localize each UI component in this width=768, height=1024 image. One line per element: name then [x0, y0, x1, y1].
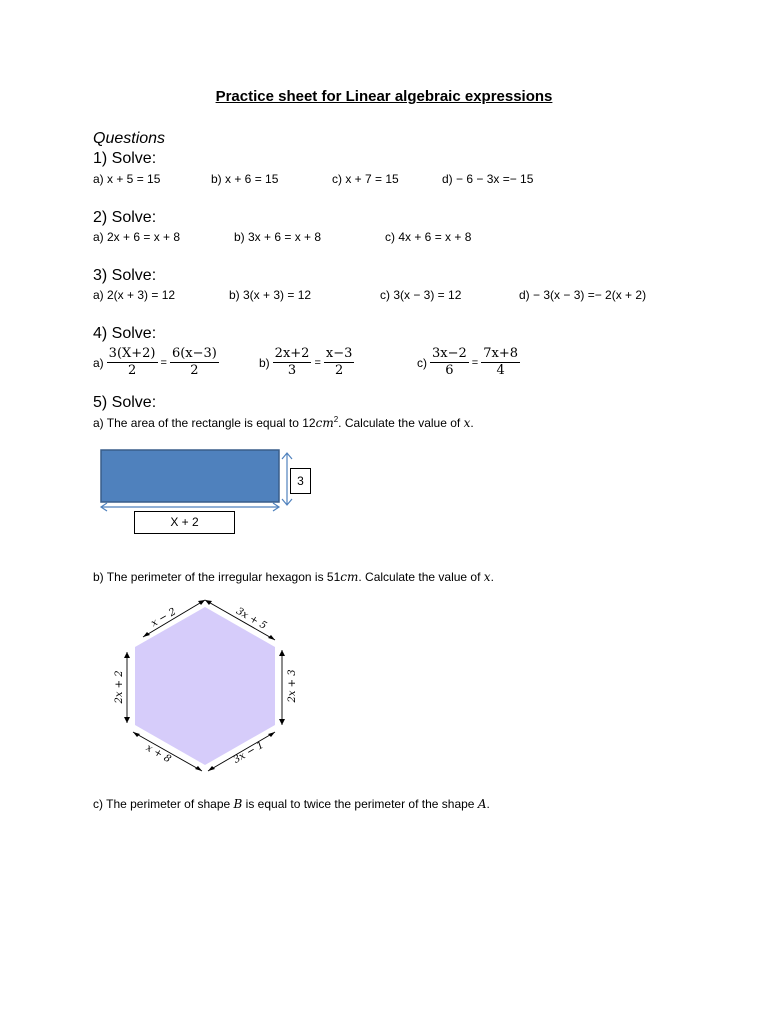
rect-height-label: 3 — [290, 468, 311, 494]
arrowhead-icon — [133, 732, 140, 737]
page-title: Practice sheet for Linear algebraic expressions — [215, 88, 553, 105]
arrowhead-icon — [279, 650, 285, 656]
rectangle-shape — [101, 450, 279, 502]
q3-item-b: b) 3(x + 3) = 12 — [229, 288, 312, 302]
side-label-right: 2x + 3 — [287, 669, 298, 703]
side-label-bottom-right: 3x − 1 — [231, 739, 266, 766]
arrowhead-icon — [268, 635, 275, 640]
side-label-left: 2x + 2 — [114, 670, 125, 704]
q4-heading: 4) Solve: — [93, 325, 157, 342]
q3-heading: 3) Solve: — [93, 267, 157, 284]
q1-item-b: b) x + 6 = 15 — [211, 172, 279, 186]
fraction: $\frac{2x+2}{3}$ — [274, 346, 310, 378]
q5c-text: c) The perimeter of shape B is equal to twice the perimeter of the shape A. — [93, 797, 490, 811]
q2-item-b: b) 3x + 6 = x + 8 — [234, 230, 322, 244]
arrowhead-icon — [195, 766, 202, 771]
questions-heading: Questions — [93, 130, 166, 147]
arrowhead-icon — [205, 600, 212, 605]
arrowhead-icon — [124, 652, 130, 658]
arrowhead-icon — [208, 766, 215, 771]
q5a-text: a) The area of the rectangle is equal to $12cm^2$. Calculate the value of x. — [93, 415, 474, 430]
fraction: $\frac{6(x-3)}{2}$ — [171, 346, 217, 378]
q4-equation-b: b) $\frac{2x+2}{3}$ = $\frac{x-3}{2}$ — [259, 346, 353, 378]
side-label-top-left: x − 2 — [149, 606, 179, 630]
q3-item-a: a) 2(x + 3) = 12 — [93, 288, 176, 302]
q4-equation-c: c) $\frac{3x-2}{6}$ = $\frac{7x+8}{4}$ — [417, 346, 518, 378]
q2-item-c: c) 4x + 6 = x + 8 — [385, 230, 472, 244]
q1-heading: 1) Solve: — [93, 150, 157, 167]
q3-item-d: d) − 3(x − 3) =− 2(x + 2) — [519, 288, 647, 302]
q2-heading: 2) Solve: — [93, 209, 157, 226]
arrowhead-icon — [268, 732, 275, 737]
fraction: $\frac{x-3}{2}$ — [325, 346, 353, 378]
q5-heading: 5) Solve: — [93, 394, 157, 411]
hexagon-shape — [135, 607, 275, 765]
arrowhead-icon — [279, 719, 285, 725]
arrowhead-icon — [124, 717, 130, 723]
q1-item-a: a) x + 5 = 15 — [93, 172, 161, 186]
q1-item-d: d) − 6 − 3x =− 15 — [442, 172, 534, 186]
rect-width-label: X + 2 — [134, 511, 235, 534]
side-label-top-right: 3x + 5 — [234, 605, 269, 632]
arrowhead-icon — [143, 632, 150, 637]
q4-equation-a: a) $\frac{3(X+2)}{2}$ = $\frac{6(x-3)}{2}$ — [93, 346, 217, 378]
fraction: $\frac{7x+8}{4}$ — [483, 346, 518, 378]
side-label-bottom-left: x + 8 — [143, 742, 173, 766]
q5b-text: b) The perimeter of the irregular hexagon is 51cm. Calculate the value of x. — [93, 570, 494, 584]
q3-item-c: c) 3(x − 3) = 12 — [380, 288, 462, 302]
q1-item-c: c) x + 7 = 15 — [332, 172, 399, 186]
fraction: $\frac{3(X+2)}{2}$ — [108, 346, 156, 378]
q2-item-a: a) 2x + 6 = x + 8 — [93, 230, 181, 244]
fraction: $\frac{3x-2}{6}$ — [432, 346, 467, 378]
arrowhead-icon — [198, 600, 205, 605]
hexagon-diagram — [105, 595, 310, 780]
